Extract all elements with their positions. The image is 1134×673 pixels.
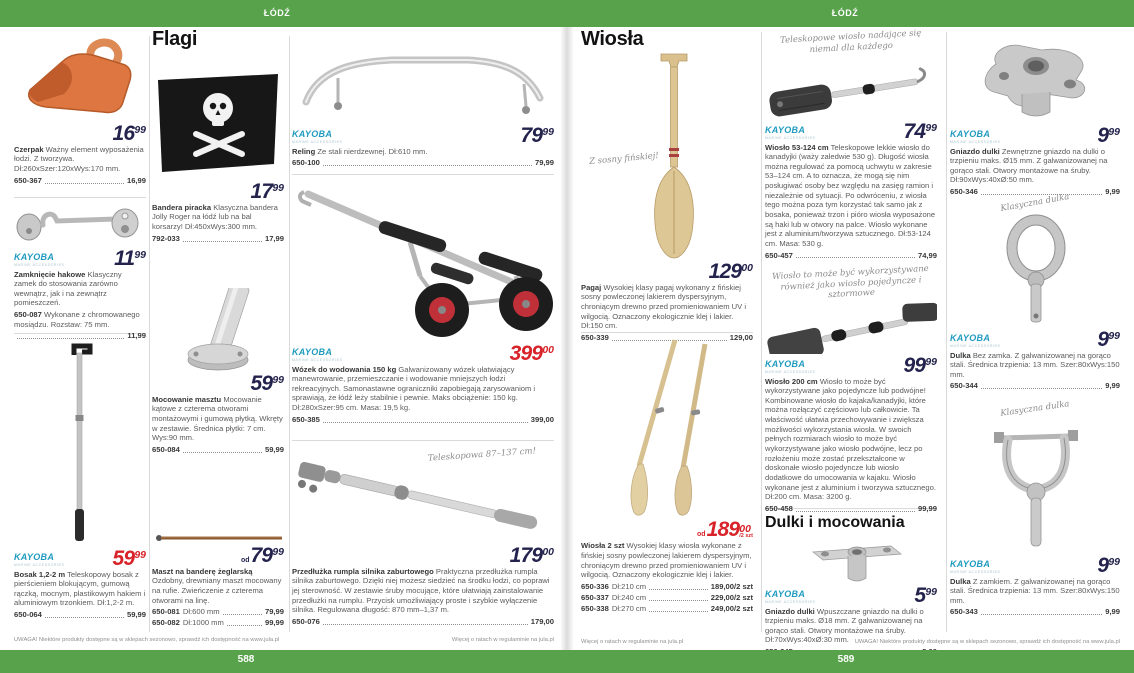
product-name: Mocowanie masztu [152,394,222,404]
product-divider [14,197,146,198]
section-heading-flagi: Flagi [152,28,198,50]
product-divider [292,174,554,175]
product-description: Mocowanie masztu Mocowanie kątowe z czterema otworami montażowymi i gumową płytką. Wkręty w zestawie. Średnica płytki: 7 cm. Wys:90 mm. [152,394,283,443]
product-maszt-na-bandere [152,530,284,628]
oars-image [581,338,753,520]
product-name: Wiosła 2 szt [581,541,625,551]
mast-mount-image [152,288,284,374]
product-description: Pagaj Wysokiej klasy pagaj wykonany z fińskiej sosny powleczonej lakierem dyspersyjnym, chroniącym drewno przed promieniowaniem UV i wilgocią. Oznaczony ekologicznie klej i lakier. Dł:150 cm. [581,282,747,331]
product-description: Gniazdo dulki Zewnętrzne gniazdo na dulki o trzpieniu maks. Ø15 mm. Z galwanizowanej na gorąco stali. Otwory montażowe na śruby. Dł:90xWys:40xØ:50 mm. [950,146,1108,185]
hook-latch-image [14,203,146,247]
handwritten-note-wrap [765,263,937,301]
product-description: Bandera piracka Klasyczna bandera Jolly Roger na łódź lub na bal korsarzy! Dł:450xWys:300 mm. [152,202,278,232]
product-dulka-z-zamkiem [950,420,1120,617]
product-description: Maszt na banderę żeglarską Ozdobny, drewniany maszt mocowany na rufie. Zwieńczenie z czterema otworami na linę. [152,566,282,605]
price: $5^{99}$ [914,583,937,607]
product-name: Pagaj [581,282,602,292]
availability-note: UWAGA! Niektóre produkty dostępne są w sklepach sezonowo, sprawdź ich dostępność na www.jula.pl [14,637,280,643]
kayoba-logo: KAYOBA MARINE ACCESSORIES [14,552,65,567]
price: $59^{99}$ [250,372,284,395]
page-gutter [560,27,574,650]
product-name: Wiosło 53-124 cm [765,142,829,152]
oarlock-image [950,214,1120,328]
sku-row: 792-033 17,99 [152,233,284,243]
handwritten-note: Wiosło to może być wykorzystywane również jako wiosło pojedyncze i sztormowe [771,263,929,301]
boat-hook-image [14,339,146,547]
price: $74^{99}$ [903,119,937,143]
pirate-flag-image [152,70,284,182]
product-czerpak [14,36,146,186]
price: $11^{99}$ [114,246,146,270]
oarlock-socket-image [765,538,937,584]
product-name: Wózek do wodowania 150 kg [292,364,397,374]
price: $9^{99}$ [1097,123,1120,147]
price: $129^{00}$ [708,260,753,283]
kayoba-logo: KAYOBA MARINE ACCESSORIES [950,333,1001,348]
product-gniazdo-dulki-zewnetrzne [950,34,1120,197]
kayoba-logo: KAYOBA MARINE ACCESSORIES [765,125,816,140]
price: $399^{00}$ [509,341,554,365]
product-name: Bosak 1,2-2 m [14,569,66,579]
bottom-bar [0,650,1134,673]
kayoba-logo: KAYOBA MARINE ACCESSORIES [765,359,816,374]
sku-row: 650-367 16,99 [14,175,146,185]
kayoba-logo: KAYOBA MARINE ACCESSORIES [950,129,1001,144]
product-description: Reling Ze stali nierdzewnej. Dł:610 mm. [292,146,428,156]
price: $59^{99}$ [112,546,146,570]
price: $16^{99}$ [112,122,146,145]
launch-trolley-image [292,180,554,342]
product-name: Dulka [950,350,971,360]
kayoba-logo: KAYOBA MARINE ACCESSORIES [292,129,343,144]
kayoba-logo: KAYOBA MARINE ACCESSORIES [14,252,65,267]
product-description: Dulka Z zamkiem. Z galwanizowanej na gorąco stali. Średnica trzpienia: 13 mm. Szer:80xWys:150 mm. [950,576,1120,605]
product-description: Zamknięcie hakowe Klasyczny zamek do stosowania zarówno wewnątrz, jak i na zewnątrz pomieszczeń. [14,269,122,308]
sku-row: 650-082 Dł:1000 mm 99,99 [152,618,284,628]
page-number-right: 589 [837,654,855,665]
handwritten-note: Klasyczna dulka [999,399,1071,419]
sku-row: 650-458 99,99 [765,503,937,513]
sku-row: 650-385 399,00 [292,414,554,424]
oarlock-bracket-image [950,34,1120,124]
sku-row: 650-100 79,99 [292,158,554,168]
product-name: Czerpak [14,144,44,154]
telescopic-paddle-image [765,56,937,120]
product-dulka-bez-zamka [950,214,1120,391]
kayoba-logo: KAYOBA MARINE ACCESSORIES [950,559,1001,574]
price: $9^{99}$ [1097,327,1120,351]
product-description: Bosak 1,2-2 m Teleskopowy bosak z pierścieniem blokującym, gumową rączką, mocnym, plastikowym hakiem i aluminiowym trzonkiem. Dł:1,2-2 m. [14,569,146,608]
sku-row: 650-084 59,99 [152,445,284,455]
price: $99^{99}$ [903,353,937,377]
product-divider [292,440,554,441]
product-name: Gniazdo dulki [765,606,815,616]
product-reling [292,40,554,168]
rail-image [292,40,554,124]
product-wioslo-200 [765,263,937,514]
price: $od79^{99}$ [240,544,284,567]
sku-row: 650-337 Dł:240 cm 229,00/2 szt [581,592,753,602]
product-bandera-piracka [152,70,284,244]
product-description: Wiosło 200 cm Wiosło to może być wykorzystywane jako pojedyncze lub podwójne! Kombinowane wiosło do kajaka/kanadyjki, które można rozłączyć częściowo lub całkowicie. Ta właściwość ułatwia przechowywanie i zwiększa możliwości wykorzystania wiosła. W swoich pełnych rozmiarach wiosło to może być wykorzystywane jako wiosło podwójne, lecz po rozłożeniu może zostać przekształcone w doskonałe wiosło pojedyncze lub wiosło dodatkowe do umocowania w kajaku. Wiosło wykonane jest z aluminium i tworzywa sztucznego. Dł:200 cm. Masa: 3200 g. [765,376,936,502]
flag-mast-image [152,530,284,546]
sku-row: 650-344 9,99 [950,381,1120,391]
handwritten-note-wrap [765,28,937,56]
product-name: Gniazdo dulki [950,146,1000,156]
tiller-extension-image [292,446,554,546]
price: $79^{99}$ [520,123,554,147]
handwritten-note: Z sosny fińskiej! [588,150,660,168]
sku-row: 650-336 Dł:210 cm 189,00/2 szt [581,581,753,591]
locking-oarlock-image [950,420,1120,554]
category-label-left: ŁÓDŹ [263,8,291,18]
handwritten-note: Teleskopowa 87–137 cm! [427,446,537,464]
product-description: Wiosło 53-124 cm Teleskopowe lekkie wiosło do kanadyjki (waży zaledwie 530 g). Długość wiosła można regulować za pomocą uchwytu w zakresie 53–124 cm. A to oznacza, że mogą się nim posługiwać osoby bez względu na zasięg ramion i niezależnie od sytuacji. Po odwróceniu, z wiosła tego można poza tym korzystać tak samo jak z bosaka, ponieważ trzon i pióro wiosła wyposażone są haki lub w otwory na palce. Wiosło wykonane jest z aluminium/tworzywa sztucznego. Dł:53-124 cm. Masa: 530 g. [765,142,936,248]
handwritten-note: Teleskopowe wiosło nadające się niemal dla każdego [779,28,922,55]
sku-row: 650-064 59,99 [14,610,146,620]
sku-row: 650-457 74,99 [765,250,937,260]
product-mocowanie-masztu [152,288,284,455]
product-zamkniecie-hakowe [14,203,146,341]
product-wiosla-2szt [581,338,753,614]
product-pagaj [581,50,753,343]
kayoba-logo: KAYOBA MARINE ACCESSORIES [292,347,343,362]
top-bar [0,0,1134,27]
price: $179^{00}$ [509,544,554,567]
price: od189 00 /2 szt [697,518,753,541]
sku-row: 650-076 179,00 [292,617,554,627]
product-name: Maszt na banderę żeglarską [152,566,253,576]
column-divider [289,36,290,632]
product-przedluzka-rumpla [292,446,554,627]
product-description: Przedłużka rumpla silnika zaburtowego Praktyczna przedłużka rumpla silnika zaburtowego. Dzięki niej możesz siedzieć na środku łodzi, co poprawi jej sterowność. W zestawie śruby mocujące, które ułatwiają zainstalowanie przedłużki na rumplu. Przycisk umożliwiający proste i szybkie wyłączenie silnika. Regulowana długość: 870 mm–1,37 m. [292,566,550,615]
handwritten-note: Klasyczna dulka [999,192,1071,214]
product-description: Dulka Bez zamka. Z galwanizowanej na gorąco stali. Średnica trzpienia: 13 mm. Szer:80xWys:150 mm. [950,350,1120,379]
sku-row: 650-346 9,99 [950,187,1120,197]
installments-note: Więcej o ratach w regulaminie na jula.pl [581,639,684,645]
product-name: Bandera piracka [152,202,212,212]
product-description: Gniazdo dulki Wpuszczane gniazdo na dulki o trzpieniu maks. Ø18 mm. Z galwanizowanej na gorąco stali. Otwory montażowe na śruby. Dł:70xWys:40xØ:30 mm. [765,606,924,645]
page-number-left: 588 [237,654,255,665]
double-paddle-image [765,292,937,354]
section-heading-dulki: Dulki i mocowania [765,514,905,531]
product-description: Wiosła 2 szt Wysokiej klasy wiosła wykonane z fińskiej sosny powleczonej lakierem dyspersyjnym, chroniącym drewno przed promieniowaniem UV i wilgocią. Oznaczony ekologicznie klej i lakier. [581,541,752,580]
availability-note: UWAGA! Niektóre produkty dostępne są w sklepach sezonowo, sprawdź ich dostępność na www.jula.pl [854,639,1120,645]
product-name: Wiosło 200 cm [765,376,818,386]
product-name: Dulka [950,576,971,586]
price: $9^{99}$ [1097,553,1120,577]
kayoba-logo: KAYOBA MARINE ACCESSORIES [765,589,816,604]
sku-row: 650-338 Dł:270 cm 249,00/2 szt [581,603,753,613]
price: $17^{99}$ [250,180,284,203]
sku-row: 650-339 129,00 [581,333,753,343]
product-wioslo-53-124 [765,28,937,260]
product-name: Przedłużka rumpla silnika zaburtowego [292,566,434,576]
column-divider [149,36,150,632]
product-bosak [14,339,146,620]
column-divider [946,32,947,632]
product-description-2: 650-087 Wykonane z chromowanego mosiądzu. Rozstaw: 75 mm. [14,310,140,329]
paddle-image [581,50,753,262]
column-divider [761,32,762,632]
bailer-scoop-image [14,36,146,124]
product-wozek-do-wodowania [292,180,554,425]
product-name: Reling [292,146,316,156]
sku-row: 650-081 Dł:600 mm 79,99 [152,607,284,617]
product-name: Zamknięcie hakowe [14,269,86,279]
product-description: Wózek do wodowania 150 kg Galwanizowany wózek ułatwiający manewrowanie, przemieszczanie i wodowanie mniejszych łodzi rekreacyjnych. Samonastawne ograniczniki zapobiegają zarysowaniom i sprawiają, że łódź leży stabilnie i pewnie. Maks obciążenie: 150 kg. Dł:280xSzer:95 cm. Masa: 19,5 kg. [292,364,536,413]
section-heading-wiosla: Wiosła [581,28,644,50]
category-label-right: ŁÓDŹ [831,8,859,18]
sku-row: 650-343 9,99 [950,607,1120,617]
installments-note: Więcej o ratach w regulaminie na jula.pl [451,637,554,643]
sku-row: 11,99 [14,331,146,341]
product-description: Czerpak Ważny element wyposażenia łodzi. Z tworzywa. Dł:260xSzer:120xWys:170 mm. [14,144,144,174]
